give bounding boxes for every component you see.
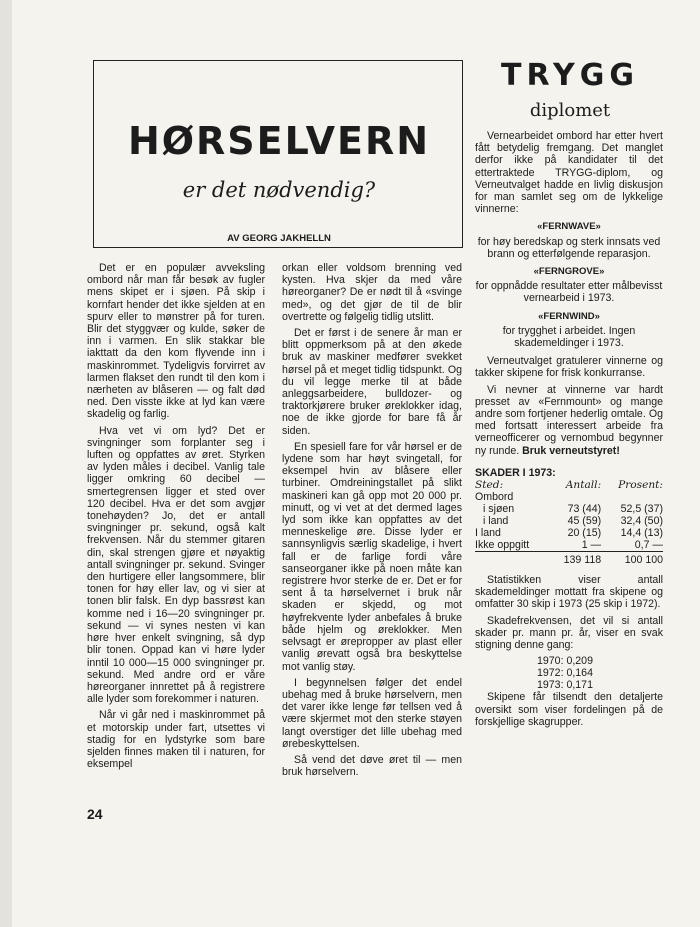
stats-place: i sjøen: [483, 503, 515, 516]
stats-col-header: Antall:: [565, 479, 602, 492]
stats-total-label: [475, 552, 550, 567]
paragraph: En spesiell fare for vår hørsel er de lydene som har høyt svingetall, for eksempel hvin av blåsere eller turbiner. Omdreiningstallet på slikt maskineri kan gå opp mot 20 000 pr. minutt, og vi vet at det dermed lages lyd som ikke kan oppfattes av det menneskelige øre. Disse lyder er sannsynligvis særlig skadelige, i hvert fall er de farlige fordi våre sanseorganer ikke på noen måte kan registrere hvor sterke de er. Det er for sent å ta hørselvernet i bruk når skaden er skjedd, og mot høyfrekvente lyder anbefales å bruke både hjelm og øreklokker. Men selvsagt er ørepropper av plast eller vanlig ørevatt også bra beskyttelse mot vanlig støy.: [282, 440, 462, 673]
award-text-line: for høy beredskap og sterk innsats ved brann og etterfølgende reparasjon.: [477, 235, 661, 260]
rate-item: 1970: 0,209: [537, 655, 593, 668]
paragraph: Det er en populær avveksling ombord når man får besøk av fugler mens skipet er i sjøen. På skip i kornfart hender det ikke sjelden at en spurv eller to mønstrer på for turen. Blir det styggvær og kulde, søker de inn i varmen. En slik stakkar ble iakttatt da den kom flyvende inn i maskinrommet. Tydeligvis forvirret av larmen flakset den rundt til den kom i nærheten av blåseren — og falt død ned. Den visste ikke at lyd kan være skadelig og farlig.: [87, 262, 265, 421]
stats-text: Skipene får tilsendt den detaljerte oversikt som viser fordelingen på de forskjellige skagrupper.: [475, 691, 663, 728]
trygg-closing: Verneutvalget gratulerer vinnerne og takker skipene for frisk konkurranse.: [475, 355, 663, 380]
stats-pct: 0,7 —: [634, 539, 663, 552]
page-edge: [0, 0, 12, 927]
paragraph: Så vend det døve øret til — men bruk hørselvern.: [282, 753, 462, 779]
page-number: 24: [87, 806, 103, 822]
table-row: [475, 527, 663, 539]
trygg-column: [475, 130, 663, 732]
stats-count: 73 (44): [567, 503, 602, 516]
paragraph: Det er først i de senere år man er blitt oppmerksom på at den økede bruk av maskiner medfører svekket hørsel på et meget tidlig tidspunkt. Og du vil legge merke til at både anleggsarbeidere, bulldozer- og traktorkjørere bruker øreklokker idag, noe de ikke gjorde for bare få år siden.: [282, 327, 462, 437]
article-column-2: [282, 262, 462, 782]
table-row: [475, 539, 663, 552]
stats-count: [550, 491, 602, 503]
stats-text: Skadefrekvensen, det vil si antall skader pr. mann pr. år, viser en svak stigning denne gang:: [475, 614, 663, 652]
table-row: [475, 503, 663, 515]
stats-header-row: [475, 479, 663, 491]
paragraph: I begynnelsen følger det endel ubehag med å bruke hørselvern, men det varer ikke lenge før tellsen ved å være skjermet mot den sterke støyen langt overstiger det lille ubehag med ørebeskyttelsen.: [282, 676, 462, 750]
paragraph: Hva vet vi om lyd? Det er svingninger som forplanter seg i luften og oppfattes av øret. Styrken av lyden måles i decibel. Vanlig tale ligger omkring 60 decibel — smertegrensen ligger et sted over 120 decibel. Hva er det som avgjør tonehøyden? Jo, det er antall svingninger pr. sekund, også kalt frekvensen. Når du stemmer gitaren din, skal strengen gjøre et nøyaktig antall svingninger pr. sekund. Svinger den hurtigere eller langsommere, blir tonen for høy eller lav, og vi sier at tonen blir falsk. En dyp bassrøst kan komme ned i 16—20 svingninger pr. sekund — vi synes nesten vi kan høre hver enkelt svingning, så dyp blir tonen. Oppad kan vi høre lyder inntil 10 000—15 000 svingninger pr. sekund. Med andre ord er våre høreorganer innrettet på å registrere alle lyder som forekommer i naturen.: [87, 424, 265, 706]
stats-place: Ikke oppgitt: [475, 539, 530, 552]
table-row: [475, 491, 663, 503]
article-subtitle: er det nødvendig?: [182, 178, 376, 202]
award-text-line: for oppnådde resultater etter målbevisst vernearbeid i 1973.: [475, 280, 663, 305]
stats-place: i land: [483, 515, 509, 528]
stats-count: 45 (59): [567, 515, 602, 528]
stats-text: Statistikken viser antall skademeldinger mottatt fra skipene og omfatter 30 skip i 1973 (25 skip i 1972).: [475, 574, 663, 611]
paragraph: Når vi går ned i maskinrommet på et motorskip under fart, utsettes vi stadig for en lydstyrke som bare sjelden finnes maken til i naturen, for eksempel: [87, 709, 265, 771]
award-text-line: for trygghet i arbeidet. Ingen skademeldinger i 1973.: [502, 324, 636, 350]
stats-count: 20 (15): [567, 527, 602, 540]
stats-place: I land: [475, 527, 501, 540]
article-headline: HØRSELVERN: [127, 119, 431, 163]
stats-total-row: [475, 552, 663, 567]
article-column-1: [87, 262, 265, 774]
article-byline: AV GEORG JAKHELLN: [227, 233, 331, 244]
stats-pct: 14,4 (13): [620, 527, 663, 540]
stats-col-header: Sted:: [475, 479, 504, 492]
stats-pct: 52,5 (37): [620, 503, 663, 516]
stats-table: [475, 479, 663, 566]
trygg-intro: Vernearbeidet ombord har etter hvert fått betydelig fremgang. Det manglet derfor ikke på kandidater til det ettertraktede TRYGG-diplom, og Verneutvalget hadde en livlig diskusjon for man samlet seg om de lykkelige vinnerne:: [475, 130, 663, 216]
rate-item: 1973: 0,171: [537, 679, 593, 692]
award-text: [475, 325, 663, 349]
award-name: «FERNWIND»: [538, 310, 600, 322]
stats-place: Ombord: [475, 491, 514, 504]
trygg-subtitle: diplomet: [529, 100, 611, 121]
trygg-title: TRYGG: [501, 58, 639, 93]
rate-item: 1972: 0,164: [537, 667, 593, 680]
stats-count: 1 —: [581, 539, 602, 552]
rate-list: [537, 655, 663, 691]
closing-emphasis: Bruk verneutstyret!: [522, 444, 620, 457]
award-name: «FERNGROVE»: [533, 266, 605, 278]
stats-total-count: 139 118: [550, 552, 602, 567]
article-title-box: [93, 60, 463, 248]
stats-heading: SKADER I 1973:: [475, 466, 556, 479]
closing-text: Vi nevner at vinnerne var hardt presset av «Fernmount» og mange andre som fortjener hederlig omtale. Og med fortsatt interessert arbeide fra verneofficerer og vernombud begynner ny runde.: [475, 383, 663, 457]
award-name: «FERNWAVE»: [537, 221, 601, 233]
stats-col-header: Prosent:: [618, 479, 663, 492]
award-text: [475, 236, 663, 260]
table-row: [475, 515, 663, 527]
stats-pct: 32,4 (50): [620, 515, 663, 528]
stats-total-pct: 100 100: [601, 552, 663, 567]
stats-pct: [601, 491, 663, 503]
trygg-closing-2: [475, 384, 663, 457]
award-text: [475, 280, 663, 304]
paragraph: orkan eller voldsom brenning ved kysten. Hva skjer da med våre høreorganer? De er nødt til å «svinge med», og det gjør de til de blir overtrette og følgelig tidlig utslitt.: [282, 262, 462, 323]
